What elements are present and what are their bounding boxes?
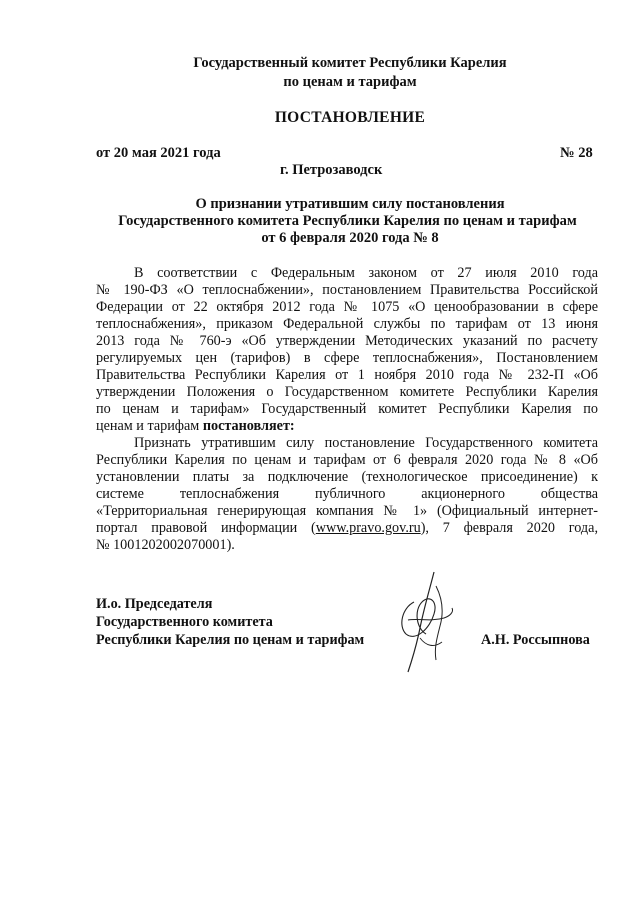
para1-line: В соответствии с Федеральным законом от 27 июля 2010 года [134, 265, 598, 281]
para1-line: 2013 года № 760-э «Об утверждении Методических указаний по расчету [96, 333, 598, 349]
para1-last-line [96, 418, 598, 435]
para1-last-text: ценам и тарифам [96, 418, 203, 434]
para1-line: теплоснабжения», приказом Федеральной службы по тарифам от 13 июня [96, 316, 598, 332]
doc-number: № 28 [560, 145, 593, 161]
para1-line: утверждении Положения о Государственном комитете Республики Карелия [96, 384, 598, 400]
signatory-name: А.Н. Россыпнова [481, 632, 590, 648]
title-line2: Государственного комитета Республики Карелия по ценам и тарифам [118, 213, 577, 229]
para2-line: установлении платы за подключение (технологическое присоединение) к [96, 469, 598, 485]
doc-date: от 20 мая 2021 года [96, 145, 221, 161]
title-line3: от 6 февраля 2020 года № 8 [261, 230, 439, 246]
authority-name-line1: Государственный комитет Республики Карелия [193, 55, 507, 71]
signatory-position-line2: Государственного комитета [96, 614, 273, 630]
resolution-keyword: постановляет: [202, 418, 295, 434]
para2-line: Признать утратившим силу постановление Государственного комитета [134, 435, 598, 451]
para2-line6-post: ), 7 февраля 2020 года, [420, 520, 598, 536]
authority-name-line2: по ценам и тарифам [283, 74, 417, 90]
para2-line-with-link [96, 520, 598, 537]
doc-type-heading: ПОСТАНОВЛЕНИЕ [274, 109, 426, 126]
para1-line: Федерации от 22 октября 2012 года № 1075 «О ценообразовании в сфере [96, 299, 598, 315]
para1-line: № 190-ФЗ «О теплоснабжении», постановлением Правительства Российской [96, 282, 598, 298]
para2-line: Республики Карелия по ценам и тарифам от 6 февраля 2020 года № 8 «Об [96, 452, 598, 468]
para1-line: по ценам и тарифам» Государственный комитет Республики Карелия по [96, 401, 598, 417]
doc-city: г. Петрозаводск [280, 162, 383, 178]
pravo-gov-link[interactable]: www.pravo.gov.ru [315, 520, 421, 536]
handwritten-signature [390, 568, 460, 678]
signatory-position-line3: Республики Карелия по ценам и тарифам [96, 632, 365, 648]
signatory-position-line1: И.о. Председателя [96, 596, 213, 612]
para2-line6-pre: портал правовой информации ( [96, 520, 316, 536]
para1-line: регулируемых цен (тарифов) в сфере теплоснабжения», Постановлением [96, 350, 598, 366]
para2-line: системе теплоснабжения публичного акционерного общества [96, 486, 598, 502]
para2-last-line: № 1001202002070001). [96, 537, 235, 553]
title-line1: О признании утратившим силу постановления [195, 196, 505, 212]
para1-line: Правительства Республики Карелия от 1 ноября 2010 года № 232-П «Об [96, 367, 598, 383]
para2-line: «Территориальная генерирующая компания № 1» (Официальный интернет- [96, 503, 598, 519]
